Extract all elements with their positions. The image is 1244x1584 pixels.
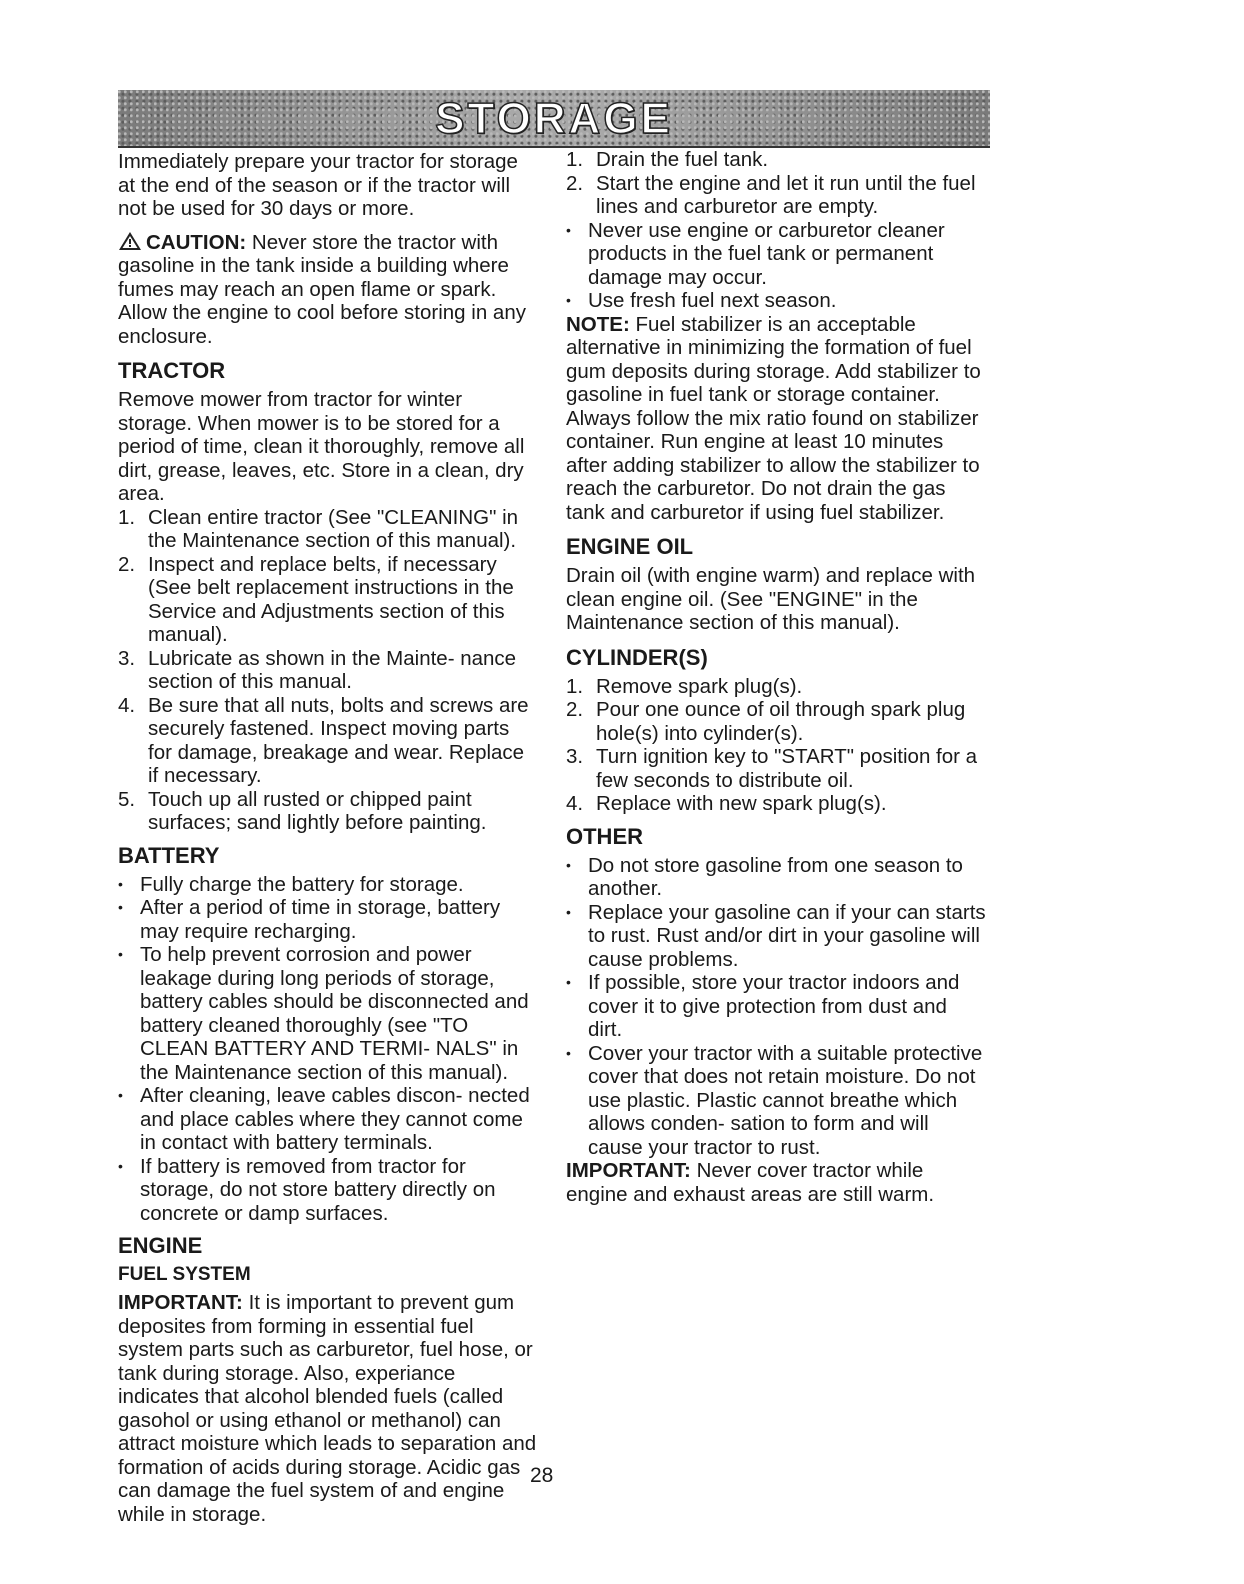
- caution-paragraph: [118, 231, 538, 349]
- fuel-important-paragraph: [118, 1291, 538, 1526]
- left-column: [118, 150, 538, 1526]
- important-label: IMPORTANT:: [566, 1159, 691, 1182]
- list-item: 2. Start the engine and let it run until the fuel lines and carburetor are empty.: [566, 171, 976, 218]
- important-label: IMPORTANT:: [118, 1291, 243, 1314]
- note-paragraph: [566, 313, 986, 525]
- list-item: • Replace your gasoline can if your can starts to rust. Rust and/or dirt in your gasoline will cause problems.: [566, 900, 986, 971]
- other-important-paragraph: [566, 1159, 986, 1206]
- list-item: 1. Drain the fuel tank.: [566, 148, 769, 171]
- important-text: It is important to prevent gum deposites from forming in essential fuel system parts such as carburetor, fuel hose, or tank during storage. Also, experiance indicates that alcohol blended fuels (called gasohol or using ethanol or methanol) can attract moisture which leads to separation and formation of acids during storage. Acidic gas can damage the fuel system of and engine while in storage.: [118, 1291, 537, 1526]
- list-item: • Use fresh fuel next season.: [566, 289, 837, 312]
- engine-oil-heading: ENGINE OIL: [566, 534, 694, 559]
- battery-list: [118, 873, 538, 1226]
- list-item: 4. Be sure that all nuts, bolts and screws are securely fastened. Inspect moving parts for damage, breakage and wear. Replace if necessary.: [118, 693, 529, 787]
- page-title: STORAGE: [435, 94, 673, 143]
- page-number: 28: [530, 1464, 554, 1487]
- caution-text: Never store the tractor with gasoline in the tank inside a building where fumes may reach an open flame or spark. Allow the engine to cool before storing in any enclosure.: [118, 230, 526, 348]
- list-item: 4. Replace with new spark plug(s).: [566, 792, 887, 815]
- list-item: 3. Turn ignition key to "START" position for a few seconds to distribute oil.: [566, 745, 978, 792]
- list-item: • Never use engine or carburetor cleaner products in the fuel tank or permanent damage may occur.: [566, 218, 945, 289]
- list-item: 1. Remove spark plug(s).: [566, 674, 803, 698]
- storage-banner: [118, 90, 990, 148]
- list-item: • After a period of time in storage, battery may require recharging.: [118, 896, 501, 943]
- engine-oil-text: Drain oil (with engine warm) and replace with clean engine oil. (See "ENGINE" in the Maintenance section of this manual).: [566, 564, 976, 634]
- tractor-heading: TRACTOR: [118, 358, 226, 383]
- important-text: Never cover tractor while engine and exhaust areas are still warm.: [566, 1159, 935, 1206]
- list-item: • If battery is removed from tractor for storage, do not store battery directly on concrete or damp surfaces.: [118, 1154, 496, 1225]
- note-text: Fuel stabilizer is an acceptable alternative in minimizing the formation of fuel gum deposits during storage. Add stabilizer to gasoline in fuel tank or storage container. Always follow the mix ratio found on stabilizer container. Run engine at least 10 minutes after adding stabilizer to allow the stabilizer to reach the carburetor. Do not drain the gas tank and carburetor if using fuel stabilizer.: [566, 312, 981, 524]
- list-item: • If possible, store your tractor indoors and cover it to give protection from dust and dirt.: [566, 971, 960, 1041]
- cylinders-heading: CYLINDER(S): [566, 644, 708, 670]
- list-item: 2. Pour one ounce of oil through spark plug hole(s) into cylinder(s).: [566, 698, 966, 745]
- fuel-steps: [566, 148, 986, 219]
- list-item: 3. Lubricate as shown in the Mainte- nance section of this manual.: [118, 646, 517, 693]
- list-item: • To help prevent corrosion and power leakage during long periods of storage, battery cables should be disconnected and battery cleaned thoroughly (see "TO CLEAN BATTERY AND TERMI- NALS" in the Maintenance section of this manual).: [118, 943, 529, 1084]
- list-item: • Cover your tractor with a suitable protective cover that does not retain moisture. Do not use plastic. Plastic cannot breathe which allows conden- sation to form and will cause your tractor to rust.: [566, 1041, 983, 1159]
- caution-label: CAUTION:: [146, 230, 247, 254]
- list-item: 1. Clean entire tractor (See "CLEANING" in the Maintenance section of this manual).: [118, 505, 519, 552]
- engine-heading: ENGINE: [118, 1233, 203, 1258]
- list-item: • After cleaning, leave cables discon- nected and place cables where they cannot come in contact with battery terminals.: [118, 1084, 530, 1154]
- cylinder-steps: [566, 675, 986, 816]
- list-item: • Do not store gasoline from one season to another.: [566, 853, 963, 900]
- right-column: [566, 148, 986, 1216]
- tractor-steps: [118, 506, 538, 835]
- note-label: NOTE:: [566, 312, 630, 336]
- other-list: [566, 854, 986, 1160]
- intro-paragraph: Immediately prepare your tractor for storage at the end of the season or if the tractor will not be used for 30 days or more.: [118, 150, 518, 220]
- warning-triangle-icon: [118, 231, 142, 251]
- list-item: 5. Touch up all rusted or chipped paint surfaces; sand lightly before painting.: [118, 787, 487, 834]
- list-item: • Fully charge the battery for storage.: [118, 872, 464, 896]
- list-item: 2. Inspect and replace belts, if necessary (See belt replacement instructions in the Service and Adjustments section of this manual).: [118, 552, 514, 646]
- battery-heading: BATTERY: [118, 842, 220, 868]
- fuel-system-heading: FUEL SYSTEM: [118, 1264, 251, 1285]
- tractor-text: Remove mower from tractor for winter storage. When mower is to be stored for a period of time, clean it thoroughly, remove all dirt, grease, leaves, etc. Store in a clean, dry area.: [118, 388, 525, 505]
- other-heading: OTHER: [566, 823, 643, 849]
- fuel-bullets: [566, 219, 986, 313]
